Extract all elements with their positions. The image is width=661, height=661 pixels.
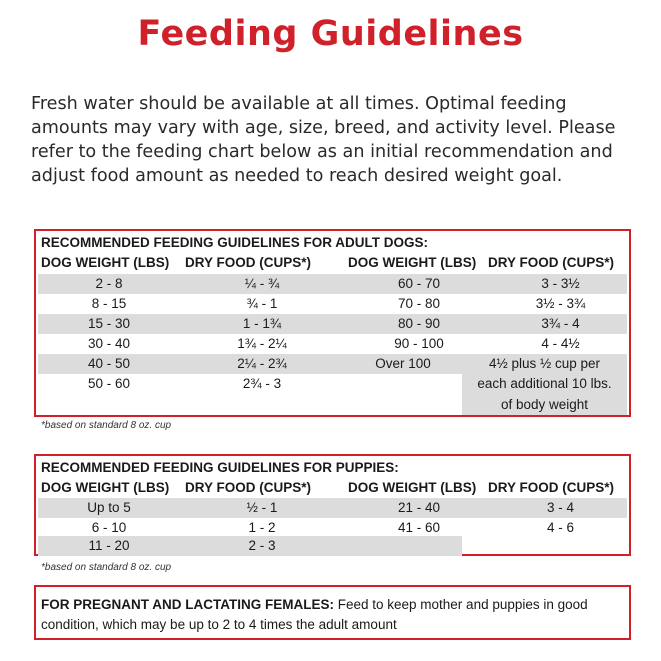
adult-header-dog-weight-1: DOG WEIGHT (LBS) [41, 255, 170, 270]
adult-food-cell: 3¾ - 4 [541, 316, 580, 331]
adult-weight-cell: 2 - 8 [95, 276, 123, 291]
adult-feeding-table [34, 229, 631, 417]
intro-paragraph: Fresh water should be available at all times. Optimal feeding amounts may vary with age, size, breed, and activity level. Please refer to the feeding chart below as an initial recommendation and adjust food amount as needed to reach desired weight goal. [31, 94, 616, 186]
puppy-food-cell: 1 - 2 [248, 520, 276, 535]
puppy-weight-cell: 6 - 10 [91, 520, 127, 535]
adult-header-dry-food-1: DRY FOOD (CUPS*) [185, 255, 312, 270]
table-row [38, 334, 627, 354]
pregnant-note-text [41, 595, 621, 635]
adult-footnote: *based on standard 8 oz. cup [41, 420, 172, 431]
adult-food-cell: 3 - 3½ [541, 276, 580, 291]
adult-weight-cell: 60 - 70 [397, 276, 441, 291]
puppy-food-cell: 4 - 6 [546, 520, 574, 535]
table-row [38, 294, 627, 314]
adult-food-cell: 2¼ - 2¾ [237, 356, 287, 371]
pregnant-note-label: FOR PREGNANT AND LACTATING FEMALES: [41, 597, 334, 612]
puppy-food-cell: 3 - 4 [546, 500, 574, 515]
adult-weight-cell: 30 - 40 [87, 336, 131, 351]
over-100-note-line: each additional 10 lbs. [477, 376, 612, 392]
adult-header-dog-weight-2: DOG WEIGHT (LBS) [348, 255, 477, 270]
puppy-header-dry-food-1: DRY FOOD (CUPS*) [185, 480, 312, 495]
adult-header-dry-food-2: DRY FOOD (CUPS*) [488, 255, 615, 270]
puppy-food-cell: 2 - 3 [248, 538, 276, 553]
puppy-weight-cell: 21 - 40 [397, 500, 441, 515]
adult-weight-cell: 40 - 50 [87, 356, 131, 371]
adult-weight-cell: 50 - 60 [87, 376, 131, 391]
adult-food-cell: 4 - 4½ [541, 336, 580, 351]
adult-weight-cell: 70 - 80 [397, 296, 441, 311]
table-row [38, 374, 462, 394]
adult-weight-cell: 80 - 90 [397, 316, 441, 331]
puppy-footnote: *based on standard 8 oz. cup [41, 562, 172, 573]
adult-weight-cell: 90 - 100 [394, 336, 444, 351]
puppy-weight-cell: 41 - 60 [397, 520, 441, 535]
adult-food-cell: 3½ - 3¾ [535, 296, 586, 311]
adult-table-heading: RECOMMENDED FEEDING GUIDELINES FOR ADULT DOGS: [41, 235, 429, 250]
adult-weight-cell: 8 - 15 [91, 296, 127, 311]
table-row [38, 518, 627, 538]
adult-food-cell: ¾ - 1 [246, 296, 278, 311]
table-row [38, 498, 627, 518]
over-100-note-line: 4½ plus ½ cup per [488, 356, 601, 371]
adult-food-cell: 1¾ - 2¼ [237, 336, 287, 351]
pregnant-note-body: Feed to keep mother and puppies in good condition, which may be up to 2 to 4 times the adult amount [41, 597, 588, 632]
table-row [38, 274, 627, 294]
pregnant-lactating-note [34, 585, 631, 640]
table-row [38, 354, 462, 374]
over-100-food-note [462, 354, 627, 415]
puppy-weight-cell: Up to 5 [87, 500, 131, 515]
adult-food-cell: 1 - 1¾ [242, 316, 282, 331]
puppy-header-dog-weight-2: DOG WEIGHT (LBS) [348, 480, 477, 495]
over-100-note-line: of body weight [500, 396, 589, 412]
page-title: Feeding Guidelines [137, 14, 524, 54]
table-row [38, 536, 462, 556]
puppy-weight-cell: 11 - 20 [88, 538, 130, 553]
puppy-food-cell: ½ - 1 [246, 500, 278, 515]
adult-weight-cell: 15 - 30 [87, 316, 131, 331]
table-row [38, 314, 627, 334]
adult-food-cell: ¼ - ¾ [244, 276, 280, 291]
puppy-table-heading: RECOMMENDED FEEDING GUIDELINES FOR PUPPIES: [41, 460, 399, 475]
puppy-header-dog-weight-1: DOG WEIGHT (LBS) [41, 480, 170, 495]
puppy-header-dry-food-2: DRY FOOD (CUPS*) [488, 480, 615, 495]
adult-food-cell: 2¾ - 3 [242, 376, 282, 391]
puppy-feeding-table [34, 454, 631, 556]
adult-weight-cell: Over 100 [375, 356, 431, 371]
